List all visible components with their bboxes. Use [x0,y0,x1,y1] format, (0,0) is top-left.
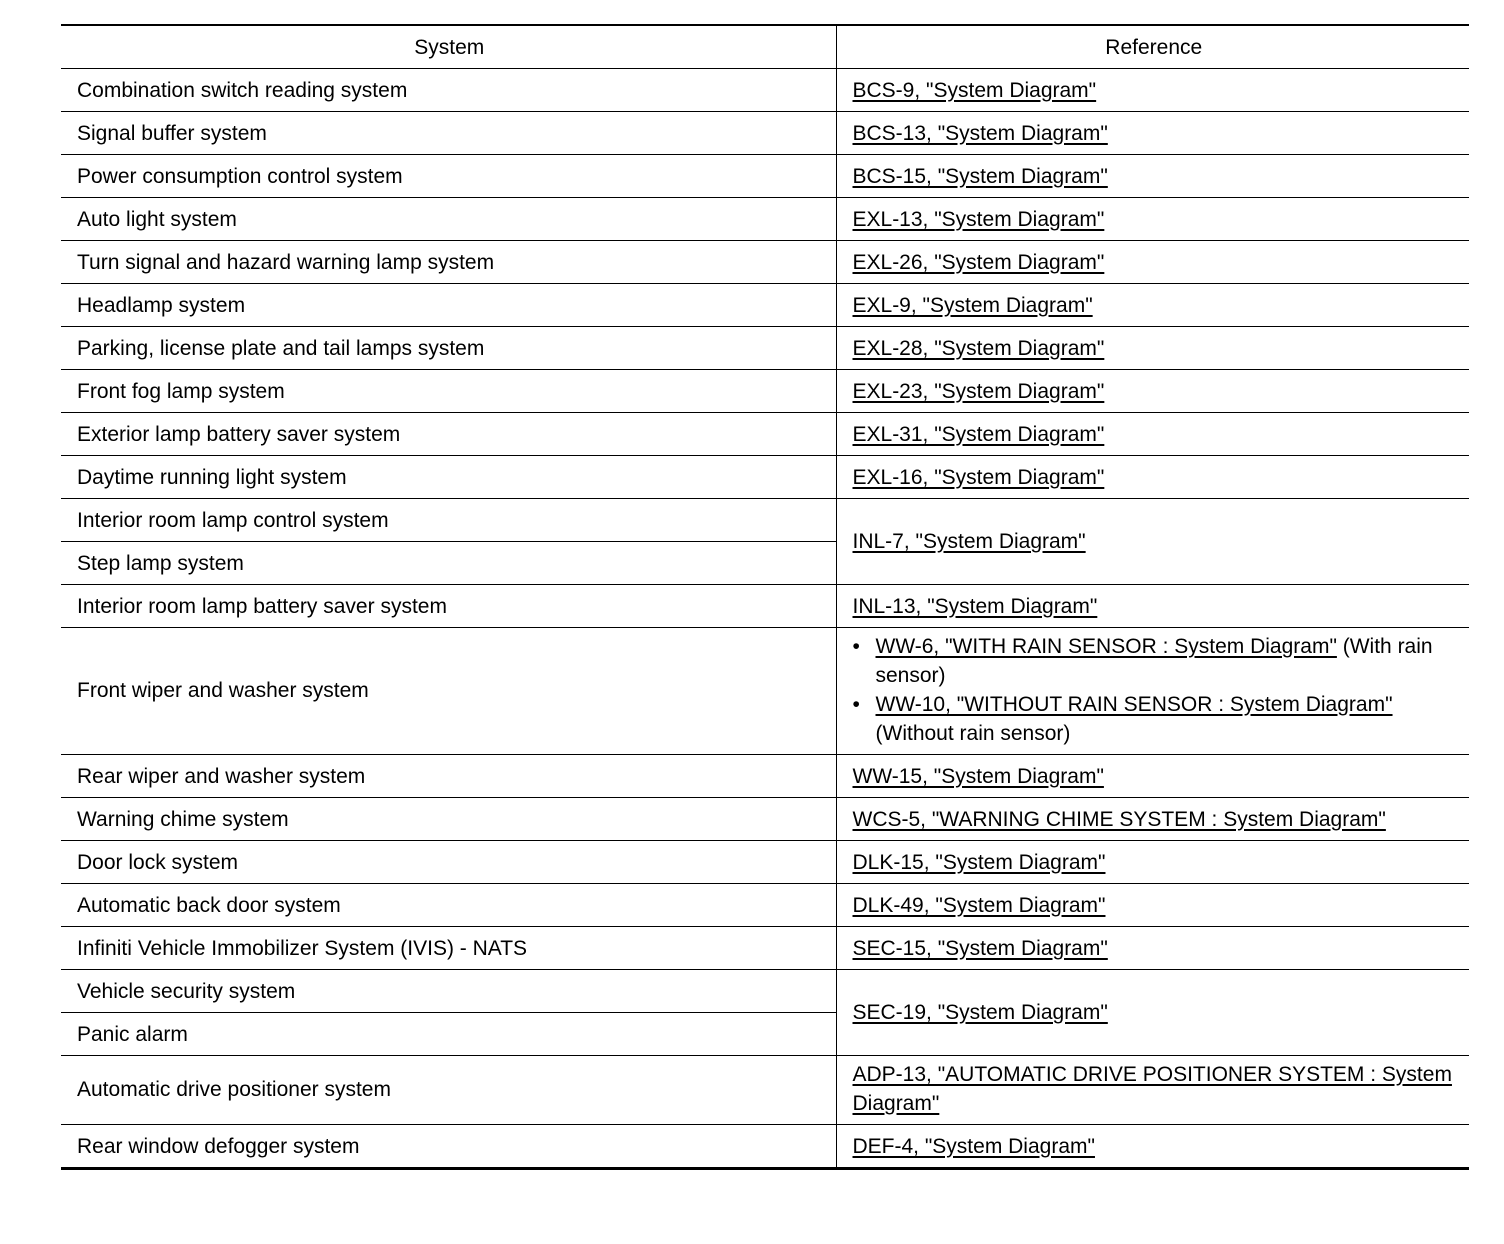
reference-link[interactable]: BCS-9, "System Diagram" [852,78,1097,102]
reference-link[interactable]: SEC-15, "System Diagram" [852,936,1108,960]
reference-link[interactable]: EXL-9, "System Diagram" [852,293,1093,317]
table-row [61,499,1469,542]
system-cell: Step lamp system [61,542,836,585]
system-cell: Interior room lamp battery saver system [61,585,836,628]
reference-cell [836,327,1469,370]
reference-link[interactable]: EXL-16, "System Diagram" [852,465,1105,489]
system-cell: Daytime running light system [61,456,836,499]
reference-cell [836,841,1469,884]
system-cell: Signal buffer system [61,112,836,155]
reference-link[interactable]: WW-10, "WITHOUT RAIN SENSOR : System Diagram" [875,693,1393,716]
system-cell: Automatic drive positioner system [61,1056,836,1125]
reference-cell [836,69,1469,112]
table-row [61,755,1469,798]
reference-cell [836,798,1469,841]
table-row [61,155,1469,198]
reference-link[interactable]: ADP-13, "AUTOMATIC DRIVE POSITIONER SYSTEM : System Diagram" [852,1063,1452,1115]
reference-cell [836,628,1469,755]
reference-cell [836,456,1469,499]
table-row [61,327,1469,370]
reference-link[interactable]: EXL-31, "System Diagram" [852,422,1105,446]
reference-link[interactable]: WW-6, "WITH RAIN SENSOR : System Diagram" [875,635,1337,658]
reference-bullet-list [853,632,1456,748]
table-row [61,628,1469,755]
table-row [61,970,1469,1013]
reference-link[interactable]: EXL-28, "System Diagram" [852,336,1105,360]
system-cell: Front wiper and washer system [61,628,836,755]
reference-cell [836,198,1469,241]
reference-link[interactable]: EXL-26, "System Diagram" [852,250,1105,274]
table-row [61,798,1469,841]
reference-cell [836,927,1469,970]
reference-bullet-item [853,690,1456,748]
reference-link[interactable]: DLK-15, "System Diagram" [852,850,1106,874]
system-cell: Exterior lamp battery saver system [61,413,836,456]
system-cell: Panic alarm [61,1013,836,1056]
reference-cell [836,1125,1469,1169]
reference-link[interactable]: EXL-23, "System Diagram" [852,379,1105,403]
table-row [61,927,1469,970]
header-reference: Reference [836,25,1469,69]
reference-link[interactable]: INL-7, "System Diagram" [852,530,1086,553]
reference-cell [836,284,1469,327]
reference-link[interactable]: DEF-4, "System Diagram" [852,1134,1095,1158]
system-cell: Front fog lamp system [61,370,836,413]
reference-note: (With rain sensor) [875,635,1433,687]
system-reference-table [61,24,1469,1170]
system-cell: Headlamp system [61,284,836,327]
reference-link[interactable]: SEC-19, "System Diagram" [852,1001,1108,1024]
system-cell: Interior room lamp control system [61,499,836,542]
reference-link[interactable]: WCS-5, "WARNING CHIME SYSTEM : System Diagram" [852,807,1386,831]
reference-note: (Without rain sensor) [875,722,1071,745]
table-row [61,456,1469,499]
system-cell: Auto light system [61,198,836,241]
table-row [61,112,1469,155]
reference-cell [836,370,1469,413]
table-row [61,241,1469,284]
system-cell: Door lock system [61,841,836,884]
table-row [61,884,1469,927]
table-row [61,841,1469,884]
reference-cell [836,755,1469,798]
table-row [61,370,1469,413]
system-cell: Automatic back door system [61,884,836,927]
table-row [61,413,1469,456]
reference-link[interactable]: WW-15, "System Diagram" [852,764,1104,788]
bullet-icon: • [852,693,860,716]
reference-link[interactable]: DLK-49, "System Diagram" [852,893,1106,917]
system-cell: Vehicle security system [61,970,836,1013]
reference-cell [836,970,1469,1056]
reference-cell [836,884,1469,927]
system-cell: Infiniti Vehicle Immobilizer System (IVIS) - NATS [61,927,836,970]
table-row [61,585,1469,628]
table-row [61,1125,1469,1169]
reference-link[interactable]: EXL-13, "System Diagram" [852,207,1105,231]
header-system: System [61,25,836,69]
reference-cell [836,1056,1469,1125]
table-row [61,198,1469,241]
reference-cell [836,155,1469,198]
reference-link[interactable]: INL-13, "System Diagram" [852,594,1098,618]
reference-link[interactable]: BCS-13, "System Diagram" [852,121,1108,145]
table-row [61,284,1469,327]
reference-cell [836,499,1469,585]
reference-cell [836,241,1469,284]
reference-cell [836,112,1469,155]
system-cell: Power consumption control system [61,155,836,198]
system-cell: Turn signal and hazard warning lamp system [61,241,836,284]
reference-link[interactable]: BCS-15, "System Diagram" [852,164,1108,188]
table-row [61,1056,1469,1125]
system-cell: Warning chime system [61,798,836,841]
reference-cell [836,585,1469,628]
bullet-icon: • [852,635,860,658]
reference-cell [836,413,1469,456]
system-cell: Rear wiper and washer system [61,755,836,798]
header-row [61,25,1469,69]
reference-bullet-item [853,632,1456,690]
system-cell: Parking, license plate and tail lamps system [61,327,836,370]
system-cell: Rear window defogger system [61,1125,836,1169]
table-row [61,69,1469,112]
system-cell: Combination switch reading system [61,69,836,112]
